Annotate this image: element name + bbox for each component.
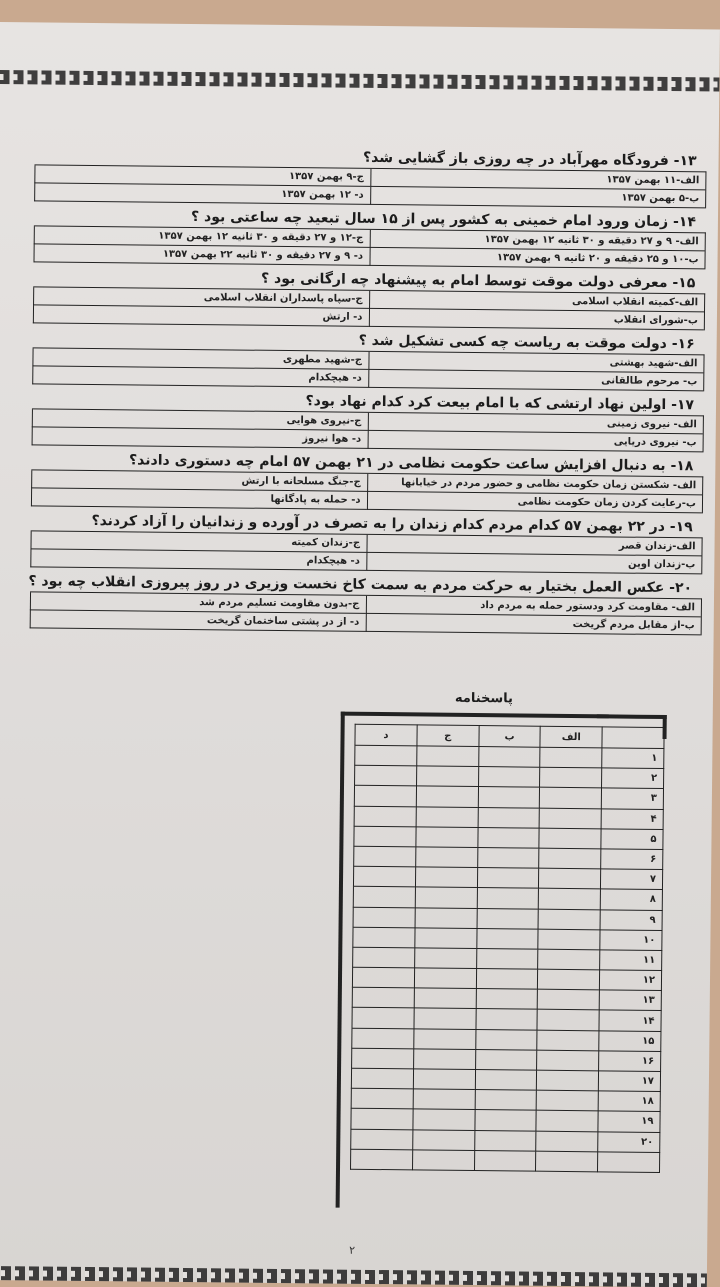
answer-body [351,745,664,1172]
answer-row-number: ۱ [602,748,664,769]
answer-cell [478,787,540,808]
answer-cell [353,907,415,928]
option-cell: الف- شکستن زمان حکومت نظامی و حضور مردم در خیابانها [367,474,703,496]
question-text: ۱۴- زمان ورود امام خمینی به کشور پس از ۱۵ سال تبعید چه ساعتی بود ؟ [191,209,697,231]
answer-cell [536,1111,598,1132]
answer-cell [476,928,538,949]
answer-cell [413,1069,475,1090]
answer-cell [352,987,414,1008]
answer-cell [416,806,478,827]
question-text: ۱۵- معرفی دولت موقت توسط امام به پیشنهاد چه ارگانی بود ؟ [260,270,696,292]
option-cell: ج-نیروی هوایی [32,409,368,431]
answer-header-cell: د [355,724,417,746]
answer-row-number: ۹ [600,909,662,930]
option-cell: ج-۱۲ و ۲۷ دقیقه و ۳۰ ثانیه ۱۲ بهمن ۱۳۵۷ [34,226,370,248]
answer-cell [416,786,478,807]
answer-row-number: ۸ [600,889,662,910]
question-text: ۱۶- دولت موقت به ریاست چه کسی تشکیل شد ؟ [358,332,695,353]
answer-cell [537,1010,599,1031]
answer-header-cell [602,727,664,749]
answer-cell [351,1068,413,1089]
options-grid [30,591,702,635]
answer-cell [352,1048,414,1069]
answer-row-number: ۱۷ [599,1071,661,1092]
answer-cell [413,1109,475,1130]
answer-cell [353,927,415,948]
option-cell: ب-زندان اوین [366,553,702,575]
answer-cell [352,1008,414,1029]
question-block [32,390,705,452]
question-text: ۱۳- فرودگاه مهرآباد در چه روزی باز گشایی شد؟ [362,149,697,170]
answer-cell [475,1070,537,1091]
answer-cell [536,1151,598,1172]
options-grid [30,530,702,574]
answer-cell [413,1129,475,1150]
options-grid [33,225,705,269]
answer-row-number: ۱۹ [598,1111,660,1132]
answer-cell [475,1090,537,1111]
question-block [33,268,706,330]
option-cell: د- هیچکدام [30,549,366,571]
answer-cell [477,847,539,868]
option-cell: ب-۱۰ و ۲۵ دقیقه و ۲۰ ثانیه ۹ بهمن ۱۳۵۷ [369,248,705,270]
option-cell: د- حمله به پادگانها [31,488,367,510]
answer-cell [477,908,539,929]
answer-cell [353,866,415,887]
question-text: ۱۸- به دنبال افزایش ساعت حکومت نظامی در ۲۱ بهمن ۵۷ امام چه دستوری دادند؟ [129,452,694,475]
answer-cell [354,786,416,807]
answer-cell [539,828,601,849]
answer-cell [537,1070,599,1091]
option-cell: الف-زندان قصر [366,535,702,557]
option-cell: ب-رعایت کردن زمان حکومت نظامی [366,492,702,514]
answer-cell [474,1130,536,1151]
answer-cell [415,928,477,949]
answer-cell [475,1029,537,1050]
answer-cell [537,1030,599,1051]
answer-row-number: ۳ [602,788,664,809]
answer-cell [412,1150,474,1171]
answer-cell [413,1049,475,1070]
options-grid [32,408,704,452]
answer-sheet-table [350,724,665,1173]
options-grid [31,469,703,513]
answer-cell [415,867,477,888]
question-block [30,573,703,635]
answer-cell [355,745,417,766]
answer-cell [477,827,539,848]
answer-cell [538,969,600,990]
option-cell: ج-شهید مطهری [32,348,368,370]
answer-cell [352,1028,414,1049]
answer-cell [539,868,601,889]
answer-cell [414,1029,476,1050]
answer-cell [474,1150,536,1171]
answer-cell [536,1131,598,1152]
option-cell: الف-۱۱ بهمن ۱۳۵۷ [370,169,706,191]
answer-cell [537,1090,599,1111]
answer-cell [478,767,540,788]
answer-row-number: ۶ [601,849,663,870]
option-cell: د- از در پشتی ساختمان گریخت [30,610,366,632]
question-text: ۱۹- در ۲۲ بهمن ۵۷ کدام مردم کدام زندان را به تصرف در آورده و زندانیان را آزاد کردند؟ [91,512,693,536]
answer-row-number: ۱۶ [599,1051,661,1072]
answer-cell [416,827,478,848]
answer-cell [354,846,416,867]
option-cell: ج-سپاه پاسداران انقلاب اسلامی [33,287,369,309]
options-grid [33,286,705,330]
option-cell: د- ارتش [33,305,369,327]
answer-cell [415,907,477,928]
decorative-border-bottom [0,1266,707,1287]
answer-header-cell: ب [479,726,541,748]
answer-cell [538,949,600,970]
answer-cell [415,847,477,868]
answer-cell [354,806,416,827]
question-text: ۲۰- عکس العمل بختیار به حرکت مردم به سمت کاخ نخست وزیری در روز پیروزی انقلاب چه بود ؟ [28,573,693,597]
answer-cell [539,848,601,869]
answer-cell [538,909,600,930]
option-cell: ج-زندان کمیته [30,531,366,553]
answer-cell [475,1049,537,1070]
answer-row-number: ۲۰ [598,1131,660,1152]
answer-cell [540,747,602,768]
option-cell: ب- مرحوم طالقانی [368,370,704,392]
answer-row-number: ۱۸ [598,1091,660,1112]
answer-cell [351,1088,413,1109]
answer-cell [351,1149,413,1170]
option-cell: ب-شورای انقلاب [368,309,704,331]
exam-sheet [0,22,720,1287]
option-cell: الف- مقاومت کرد ودستور حمله به مردم داد [365,596,701,618]
option-cell: ب-۵ بهمن ۱۳۵۷ [370,187,706,209]
answer-row-number: ۵ [601,829,663,850]
answer-cell [538,989,600,1010]
option-cell: د- هوا نیروز [32,427,368,449]
answer-row-number: ۱۱ [600,950,662,971]
answer-sheet-title: پاسخنامه [454,690,514,707]
page-number: ۲ [349,1243,356,1257]
answer-cell [598,1152,660,1173]
answer-cell [475,1110,537,1131]
option-cell: الف-شهید بهشتی [368,352,704,374]
option-cell: د- ۹ و ۲۷ دقیقه و ۳۰ ثانیه ۲۲ بهمن ۱۳۵۷ [33,244,369,266]
option-cell: ج-بدون مقاومت تسلیم مردم شد [30,592,366,614]
question-block [32,329,705,391]
answer-cell [352,967,414,988]
option-cell: الف- ۹ و ۲۷ دقیقه و ۳۰ ثانیه ۱۲ بهمن ۱۳۵۷ [369,230,705,252]
answer-header-cell: الف [540,726,602,748]
answer-cell [417,746,479,767]
answer-cell [351,1109,413,1130]
question-block [31,451,704,513]
answer-cell [353,887,415,908]
answer-cell [476,989,538,1010]
answer-row-number: ۴ [601,808,663,829]
option-cell: ج-۹ بهمن ۱۳۵۷ [34,165,370,187]
option-cell: ب- نیروی دریایی [367,431,703,453]
answer-cell [477,868,539,889]
answer-cell [478,807,540,828]
answer-cell [478,747,540,768]
answer-cell [476,948,538,969]
answer-header-cell: ج [417,725,479,747]
answer-cell [538,929,600,950]
answer-cell [354,826,416,847]
answer-row-number: ۱۲ [600,970,662,991]
option-cell: د- ۱۲ بهمن ۱۳۵۷ [34,183,370,205]
options-grid [34,164,706,208]
answer-cell [351,1129,413,1150]
answer-cell [477,888,539,909]
answer-cell [476,1009,538,1030]
answer-row-number: ۲ [602,768,664,789]
question-block [30,512,703,574]
answer-cell [353,947,415,968]
answer-cell [537,1050,599,1071]
answer-cell [476,969,538,990]
answer-row-number: ۱۳ [599,990,661,1011]
answer-cell [539,808,601,829]
answer-row-number: ۷ [601,869,663,890]
option-cell: ب-از مقابل مردم گریخت [365,614,701,636]
option-cell: الف-کمیته انقلاب اسلامی [369,291,705,313]
answer-cell [539,889,601,910]
answer-cell [415,887,477,908]
options-grid [32,347,704,391]
option-cell: الف- نیروی زمینی [367,413,703,435]
answer-cell [414,948,476,969]
answer-row-number: ۱۰ [600,930,662,951]
answer-cell [416,766,478,787]
answer-cell [413,1089,475,1110]
answer-cell [414,968,476,989]
question-text: ۱۷- اولین نهاد ارتشی که با امام بیعت کرد کدام نهاد بود؟ [305,393,695,414]
option-cell: ج-جنگ مسلحانه با ارتش [31,470,367,492]
option-cell: د- هیچکدام [32,366,368,388]
answer-cell [540,788,602,809]
questions-section [30,146,707,641]
answer-cell [540,767,602,788]
question-block [33,207,706,269]
answer-cell [355,765,417,786]
answer-row-number: ۱۴ [599,1010,661,1031]
question-block [34,146,707,208]
answer-cell [414,988,476,1009]
decorative-border-top [0,70,719,92]
answer-row-number: ۱۵ [599,1030,661,1051]
answer-row [351,1149,660,1172]
answer-cell [414,1008,476,1029]
